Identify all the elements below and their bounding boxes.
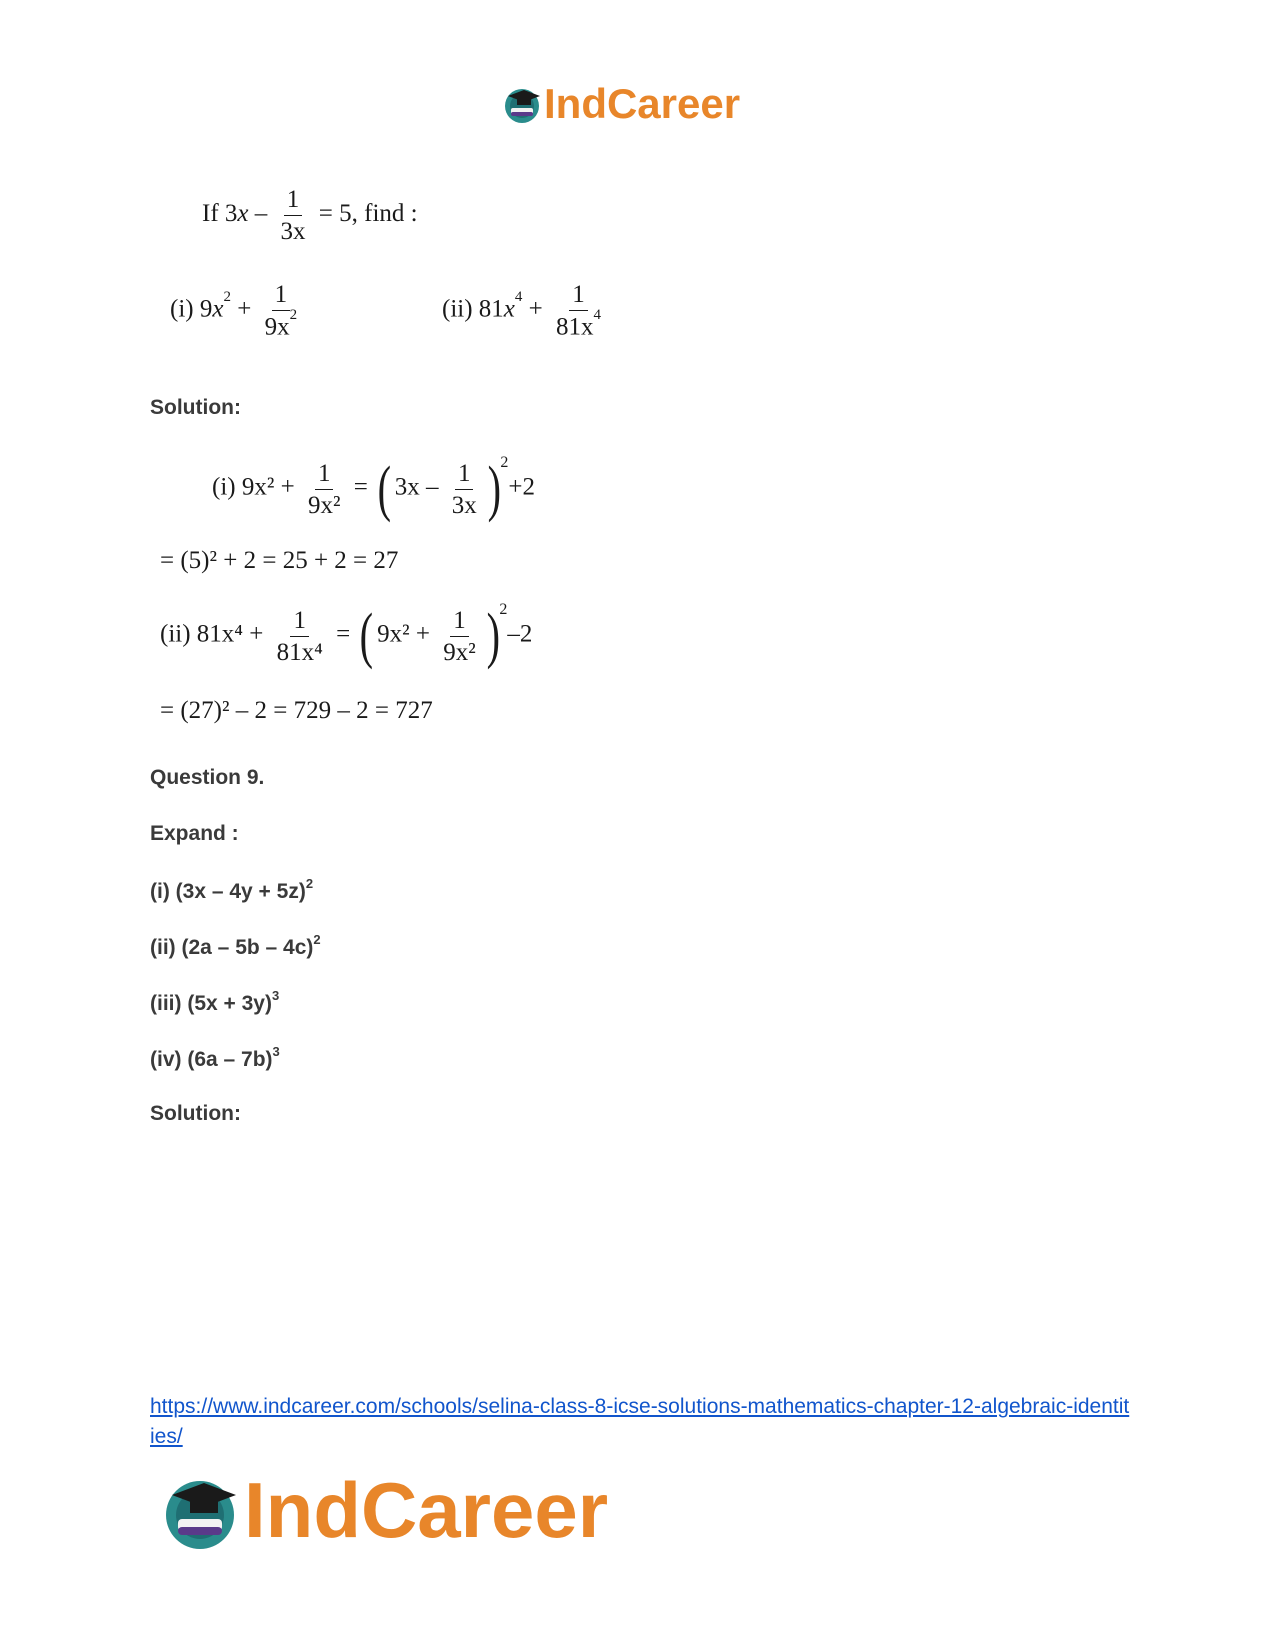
right-paren: ): [487, 455, 501, 523]
math-var: x: [503, 295, 515, 323]
expand-item-exponent: 3: [271, 988, 280, 1003]
math-text: +: [230, 295, 258, 323]
fraction-denominator: $9x^2$: [264, 307, 298, 341]
expand-item-base: (i) (3x – 4y + 5z): [150, 880, 306, 903]
expand-item-exponent: 2: [313, 932, 321, 947]
fraction: [553, 282, 604, 339]
fraction-numerator: 1: [315, 461, 334, 490]
solution-heading: Solution:: [150, 396, 241, 419]
expand-item: [150, 1046, 280, 1072]
math-text: –2: [507, 620, 533, 648]
fraction-numerator: 1: [569, 282, 588, 311]
math-var: x: [237, 200, 249, 228]
question-heading: Question 9.: [150, 766, 265, 789]
question-prompt: Expand :: [150, 822, 239, 845]
logo-text: IndCareer: [244, 1466, 609, 1554]
solution-line-2: = (5)² + 2 = 25 + 2 = 27: [160, 547, 399, 574]
footer-logo: [160, 1465, 608, 1556]
fraction-denominator: 3x: [451, 491, 477, 519]
fraction: [305, 461, 344, 518]
expand-item-exponent: 3: [272, 1044, 280, 1059]
math-text: (i) 9: [170, 295, 213, 323]
logo-graduate-icon: [160, 1471, 240, 1551]
left-paren: (: [360, 602, 374, 670]
expand-item-base: (ii) (2a – 5b – 4c): [150, 936, 314, 959]
math-text: 81x: [556, 313, 594, 341]
expand-item-base: (iv) (6a – 7b): [150, 1048, 273, 1071]
source-link[interactable]: https://www.indcareer.com/schools/selina-class-8-icse-solutions-mathematics-chapter-12-algebraic-identities/: [150, 1395, 1130, 1448]
expand-item: [150, 934, 321, 960]
logo-graduate-icon: [502, 84, 542, 124]
fraction-numerator: 1: [284, 187, 303, 216]
problem-statement: [202, 187, 418, 244]
fraction-numerator: 1: [290, 608, 309, 637]
math-text: If 3: [202, 200, 238, 228]
exponent: 2: [500, 453, 509, 471]
fraction: [262, 282, 301, 339]
expand-item: [150, 990, 279, 1016]
exponent: 2: [499, 600, 508, 618]
fraction-denominator: 3x: [280, 218, 306, 245]
expand-item-base: (iii) (5x + 3y): [150, 992, 272, 1015]
logo-text: IndCareer: [544, 80, 741, 127]
fraction: [278, 187, 309, 244]
expand-item: [150, 878, 313, 904]
math-text: +: [522, 295, 550, 323]
math-text: 9x: [264, 313, 290, 341]
math-text: =: [329, 620, 357, 648]
left-paren: (: [377, 455, 392, 523]
math-text: 9x² +: [377, 620, 437, 648]
right-paren: ): [486, 602, 500, 670]
fraction-numerator: 1: [272, 282, 291, 311]
solution-line-4: = (27)² – 2 = 729 – 2 = 727: [160, 697, 433, 724]
fraction-denominator: $81x^4$: [556, 307, 602, 341]
fraction-denominator: 9x²: [443, 638, 476, 666]
math-text: –: [248, 200, 274, 228]
fraction-numerator: 1: [450, 608, 469, 637]
math-text: = 5, find :: [312, 200, 418, 228]
math-text: 3x –: [394, 473, 445, 501]
math-text: (i) 9x² +: [212, 473, 301, 501]
problem-part-ii: (ii) $81x^4$ + $\frac{1}{81x^4}$: [442, 282, 608, 339]
problem-part-i: (i) $9x^2$ + $\frac{1}{9x^2}$: [170, 282, 304, 339]
fraction-numerator: 1: [455, 461, 474, 490]
solution-line-3: [160, 600, 533, 670]
expand-item-exponent: 2: [305, 876, 314, 891]
fraction-denominator: 81x⁴: [276, 638, 323, 666]
fraction-denominator: 9x²: [307, 491, 341, 519]
math-var: x: [212, 295, 224, 323]
solution-line-1: [212, 453, 535, 523]
math-text: =: [347, 473, 375, 501]
fraction: [274, 608, 326, 665]
fraction: [449, 461, 480, 518]
header-logo: [502, 80, 740, 128]
math-text: (ii) 81: [442, 295, 504, 323]
math-text: (ii) 81x⁴ +: [160, 620, 270, 648]
fraction: [440, 608, 479, 665]
solution-heading: Solution:: [150, 1102, 241, 1125]
math-text: +2: [508, 473, 535, 501]
